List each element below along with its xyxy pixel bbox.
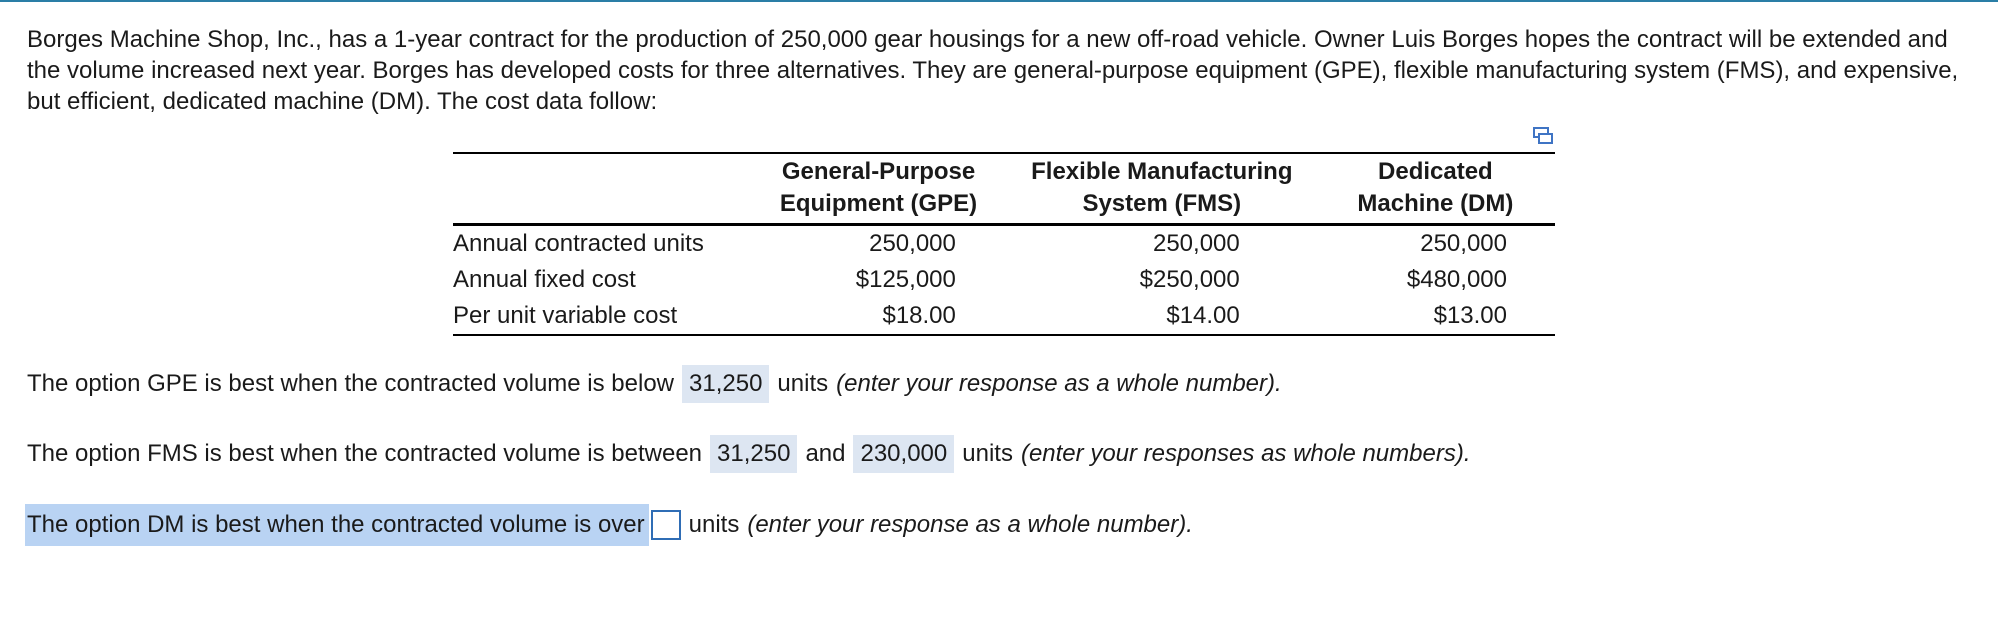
gpe-answer-field[interactable]: 31,250 xyxy=(682,365,769,403)
hint-text: (enter your response as a whole number). xyxy=(747,511,1193,538)
table-header-label xyxy=(453,153,749,225)
row-label: Annual contracted units xyxy=(453,230,704,257)
row-label: Per unit variable cost xyxy=(453,302,678,329)
table-header-row xyxy=(453,153,1555,225)
table-row xyxy=(453,225,1555,263)
dm-answer-input[interactable] xyxy=(651,510,681,540)
gpe-value: $125,000 xyxy=(855,266,956,293)
fms-value: 250,000 xyxy=(1152,230,1240,257)
problem-statement: Borges Machine Shop, Inc., has a 1-year contract for the production of 250,000 gear housings for a new off-road vehicle. Owner Luis Borges hopes the contract will be extended and the volume increased next year. Borges has developed costs for three alternatives. They are general-purpose equipment (GPE), flexible manufacturing system (FMS), and expensive, but efficient, dedicated machine (DM). The cost data follow: xyxy=(27,26,1959,115)
question-dm xyxy=(27,504,1193,546)
gpe-value: 250,000 xyxy=(869,230,956,257)
hint-text: (enter your response as a whole number). xyxy=(836,370,1282,397)
fms-lower-answer-field[interactable]: 31,250 xyxy=(710,435,797,473)
units-label: units xyxy=(688,511,740,538)
dm-value: 250,000 xyxy=(1420,230,1507,257)
copy-table-icon[interactable] xyxy=(1532,125,1554,147)
units-label: units xyxy=(777,370,829,397)
dm-value: $13.00 xyxy=(1433,302,1507,329)
table-header-gpe: General-Purpose Equipment (GPE) xyxy=(749,153,1008,225)
units-label: units xyxy=(962,440,1013,467)
table-row xyxy=(453,298,1555,335)
question-gpe-text: The option GPE is best when the contracted volume is below xyxy=(27,370,675,397)
fms-value: $250,000 xyxy=(1139,266,1240,293)
and-label: and xyxy=(805,440,846,467)
hint-text: (enter your responses as whole numbers). xyxy=(1020,440,1471,467)
fms-value: $14.00 xyxy=(1166,302,1240,329)
dm-value: $480,000 xyxy=(1406,266,1507,293)
table-row xyxy=(453,262,1555,298)
question-dm-text: The option DM is best when the contracted volume is over xyxy=(25,504,649,546)
table-header-fms: Flexible Manufacturing System (FMS) xyxy=(1008,153,1316,225)
question-fms xyxy=(27,435,1471,473)
question-gpe xyxy=(27,365,1282,403)
question-fms-text: The option FMS is best when the contracted volume is between xyxy=(27,440,703,467)
row-label: Annual fixed cost xyxy=(453,266,636,293)
fms-upper-answer-field[interactable]: 230,000 xyxy=(853,435,954,473)
gpe-value: $18.00 xyxy=(882,302,956,329)
top-border xyxy=(0,0,1998,2)
cost-table xyxy=(453,152,1555,336)
table-header-dm: Dedicated Machine (DM) xyxy=(1316,153,1555,225)
